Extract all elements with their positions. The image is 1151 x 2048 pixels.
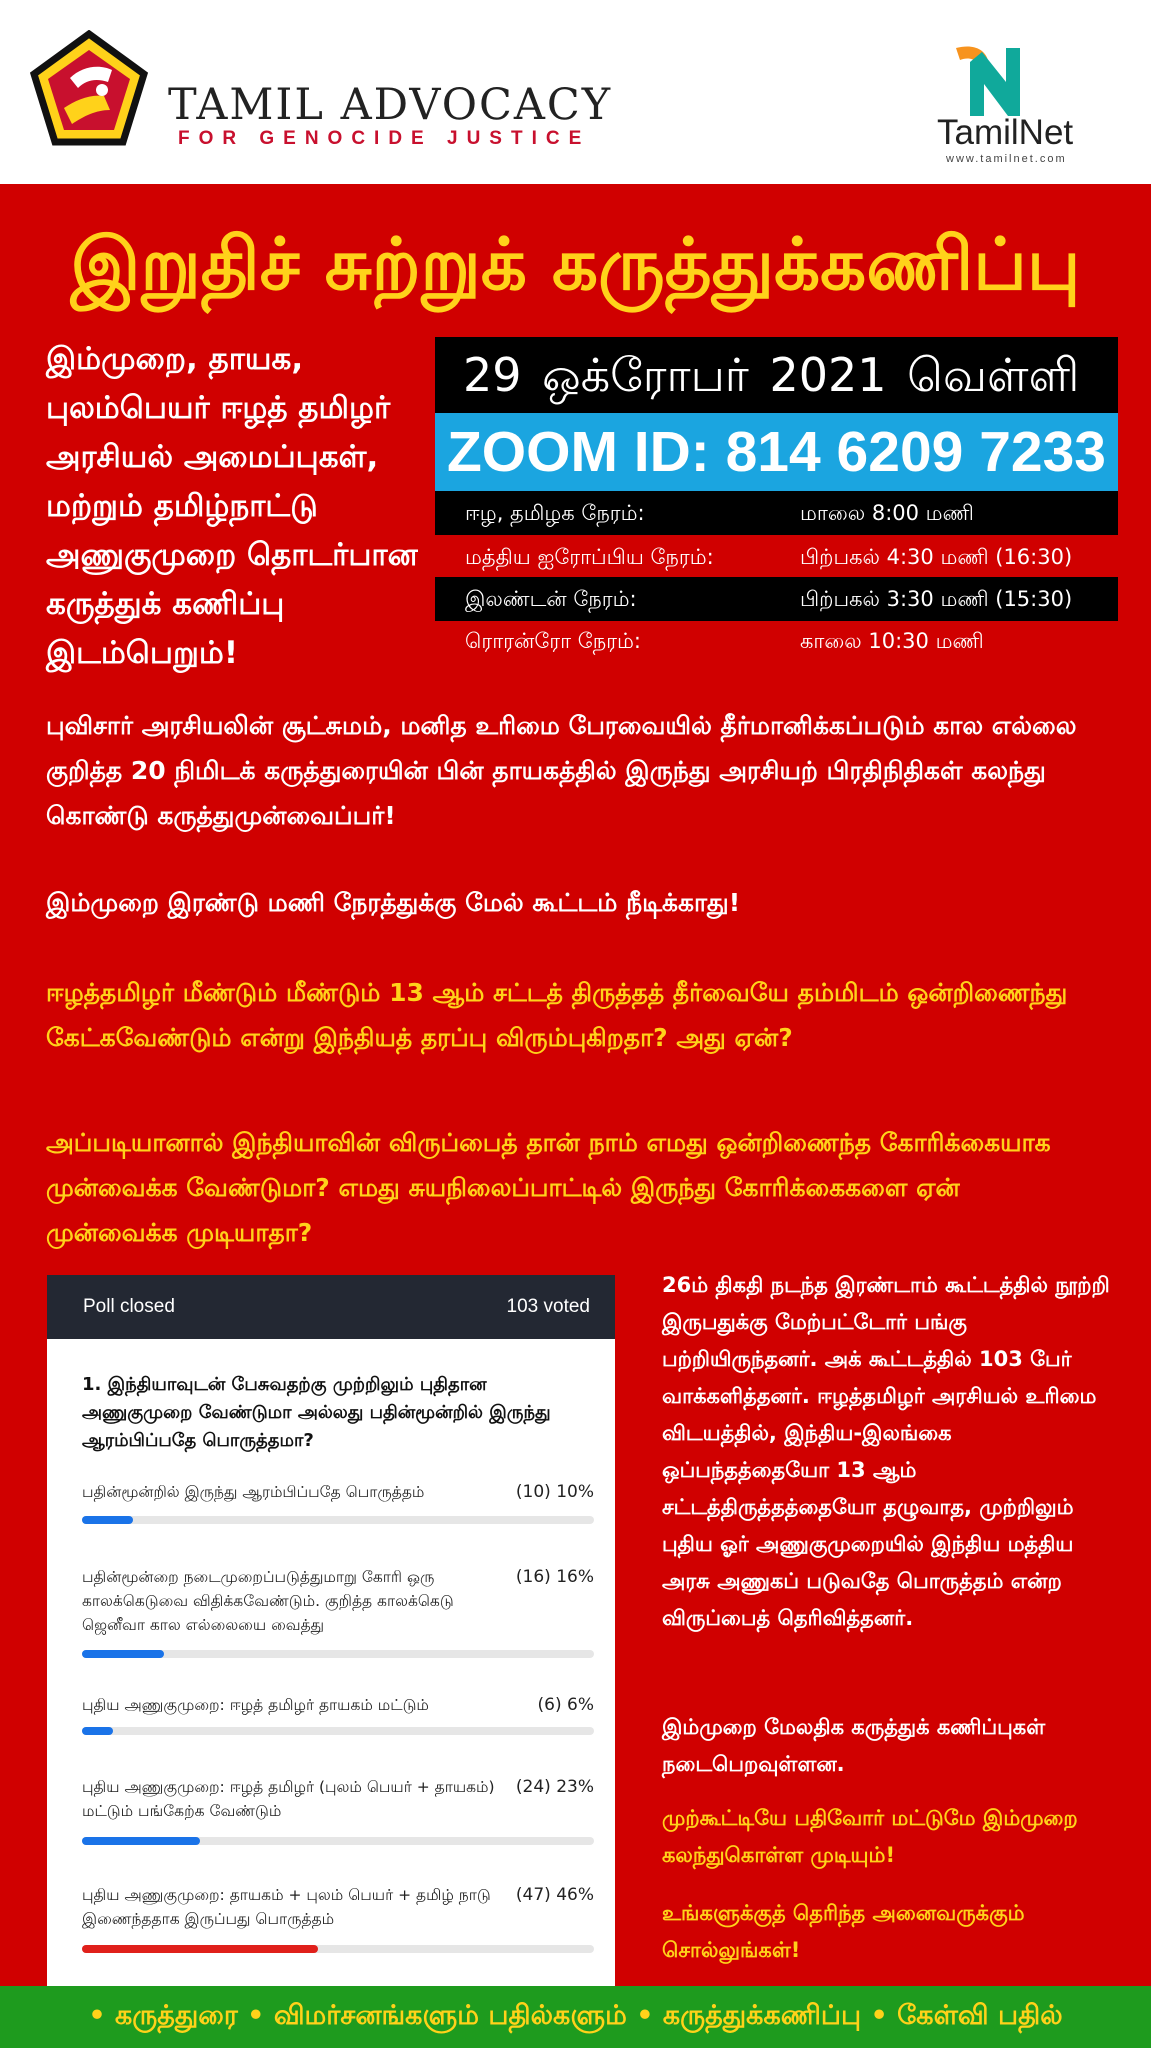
body-paragraph: புவிசார் அரசியலின் சூட்சுமம், மனித உரிமை பேரவையில் தீர்மானிக்கப்படும் கால எல்லை குறித்த 20 நிமிடக் கருத்துரையின் பின் தாயகத்தில் இருந்து அரசியற் பிரதிநிதிகள் கலந்து கொண்டு கருத்துமுன்வைப்பர்!: [46, 711, 1077, 830]
side-paragraph: முற்கூட்டியே பதிவோர் மட்டுமே இம்முறை கலந்துகொள்ள முடியும்!: [662, 1806, 1078, 1867]
poll-option-count: (10) 10%: [515, 1482, 594, 1502]
poll-option-count: (6) 6%: [537, 1695, 594, 1715]
org-subtitle: FOR GENOCIDE JUSTICE: [178, 128, 591, 149]
time-row: [435, 491, 1118, 535]
event-date: 29 ஒக்ரோபர் 2021 வெள்ளி: [435, 337, 1118, 413]
poll-bar-fill: [82, 1945, 318, 1953]
tamil-advocacy-logo: [30, 30, 148, 148]
zoom-id: ZOOM ID: 814 6209 7233: [435, 413, 1118, 491]
time-value: காலை 10:30 மணி: [800, 629, 984, 653]
poll-option-label: புதிய அணுகுமுறை: ஈழத் தமிழர் தாயகம் மட்டும்: [82, 1696, 429, 1714]
poll-bar-fill: [82, 1727, 113, 1735]
poll-header: [47, 1275, 615, 1339]
poll-card: [47, 1275, 615, 1990]
poll-option-label: பதின்மூன்றை நடைமுறைப்படுத்துமாறு கோரி ஒரு காலக்கெடுவை விதிக்கவேண்டும். குறித்த காலக்கெடு ஜெனீவா கால எல்லையை வைத்து: [82, 1568, 454, 1634]
time-value: பிற்பகல் 4:30 மணி (16:30): [800, 545, 1073, 569]
side-paragraph: உங்களுக்குத் தெரிந்த அனைவருக்கும் சொல்லுங்கள்!: [662, 1901, 1025, 1962]
tamilnet-logo-icon: [950, 42, 1030, 122]
poll-option: [82, 1480, 594, 1504]
poll-option: [82, 1565, 594, 1637]
poll-option-label: புதிய அணுகுமுறை: ஈழத் தமிழர் (புலம் பெயர் + தாயகம்) மட்டும் பங்கேற்க வேண்டும்: [82, 1778, 495, 1820]
time-zone-label: மத்திய ஐரோப்பிய நேரம்:: [465, 545, 714, 569]
poll-option-label: பதின்மூன்றில் இருந்து ஆரம்பிப்பதே பொருத்தம்: [82, 1483, 425, 1501]
time-row: [435, 535, 1118, 579]
poll-question: 1. இந்தியாவுடன் பேசுவதற்கு முற்றிலும் புதிதான அணுகுமுறை வேண்டுமா அல்லது பதின்மூன்றில் இருந்து ஆரம்பிப்பதே பொருத்தமா?: [82, 1374, 551, 1451]
poll-option-label: புதிய அணுகுமுறை: தாயகம் + புலம் பெயர் + தமிழ் நாடு இணைந்ததாக இருப்பது பொருத்தம்: [82, 1886, 491, 1928]
side-paragraph: 26ம் திகதி நடந்த இரண்டாம் கூட்டத்தில் நூற்றி இருபதுக்கு மேற்பட்டோர் பங்கு பற்றியிருந்தனர். அக் கூட்டத்தில் 103 பேர் வாக்களித்தனர். ஈழத்தமிழர் அரசியல் உரிமை விடயத்தில், இந்திய-இலங்கை ஒப்பந்தத்தையோ 13 ஆம் சட்டத்திருத்தத்தையோ தழுவாத, முற்றிலும் புதிய ஓர் அணுகுமுறையில் இந்திய மத்திய அரசு அணுகப் படுவதே பொருத்தம் என்ற விருப்பைத் தெரிவித்தனர்.: [662, 1273, 1110, 1630]
side-paragraph: இம்முறை மேலதிக கருத்துக் கணிப்புகள் நடைபெறவுள்ளன.: [662, 1715, 1046, 1776]
intro-text: இம்முறை, தாயக, புலம்பெயர் ஈழத் தமிழர் அரசியல் அமைப்புகள், மற்றும் தமிழ்நாட்டு அணுகுமுறை தொடர்பான கருத்துக் கணிப்பு இடம்பெறும்!: [46, 341, 418, 671]
poll-option: [82, 1775, 594, 1823]
poll-bar-fill: [82, 1516, 133, 1524]
poll-option-count: (16) 16%: [515, 1567, 594, 1587]
poll-vote-count: 103 voted: [506, 1296, 590, 1317]
footer-banner: • கருத்துரை • விமர்சனங்களும் பதில்களும் • கருத்துக்கணிப்பு • கேள்வி பதில்: [0, 1986, 1151, 2048]
poll-option: [82, 1693, 594, 1717]
poll-bar-track: [82, 1837, 594, 1845]
poll-bar-fill: [82, 1837, 200, 1845]
poll-bar-track: [82, 1727, 594, 1735]
poll-bar-track: [82, 1650, 594, 1658]
poll-bar-fill: [82, 1650, 164, 1658]
poll-option: [82, 1883, 594, 1931]
poll-bar-track: [82, 1516, 594, 1524]
tamilnet-name: TamilNet: [937, 113, 1074, 152]
time-value: மாலை 8:00 மணி: [800, 501, 974, 525]
poll-bar-track: [82, 1945, 594, 1953]
time-value: பிற்பகல் 3:30 மணி (15:30): [800, 587, 1073, 611]
time-zone-label: ஈழ, தமிழக நேரம்:: [465, 501, 645, 525]
time-zone-label: இலண்டன் நேரம்:: [465, 587, 637, 611]
header: [0, 0, 1151, 184]
page-title: இறுதிச் சுற்றுக் கருத்துக்கணிப்பு: [70, 222, 1081, 306]
body-paragraph: அப்படியானால் இந்தியாவின் விருப்பைத் தான் நாம் எமது ஒன்றிணைந்த கோரிக்கையாக முன்வைக்க வேண்டுமா? எமது சுயநிலைப்பாட்டில் இருந்து கோரிக்கைகளை ஏன் முன்வைக்க முடியாதா?: [46, 1128, 1051, 1247]
body-paragraph: ஈழத்தமிழர் மீண்டும் மீண்டும் 13 ஆம் சட்டத் திருத்தத் தீர்வையே தம்மிடம் ஒன்றிணைந்து கேட்கவேண்டும் என்று இந்தியத் தரப்பு விரும்புகிறதா? அது ஏன்?: [46, 978, 1068, 1052]
body-paragraph: இம்முறை இரண்டு மணி நேரத்துக்கு மேல் கூட்டம் நீடிக்காது!: [46, 888, 741, 917]
tamilnet-url: www.tamilnet.com: [946, 153, 1067, 165]
poll-status: Poll closed: [83, 1296, 175, 1317]
org-name: TAMIL ADVOCACY: [168, 80, 613, 130]
time-row: [435, 577, 1118, 621]
time-zone-label: ரொரன்ரோ நேரம்:: [465, 629, 641, 653]
poll-option-count: (47) 46%: [515, 1885, 594, 1905]
poll-option-count: (24) 23%: [515, 1777, 594, 1797]
time-row: [435, 619, 1118, 663]
